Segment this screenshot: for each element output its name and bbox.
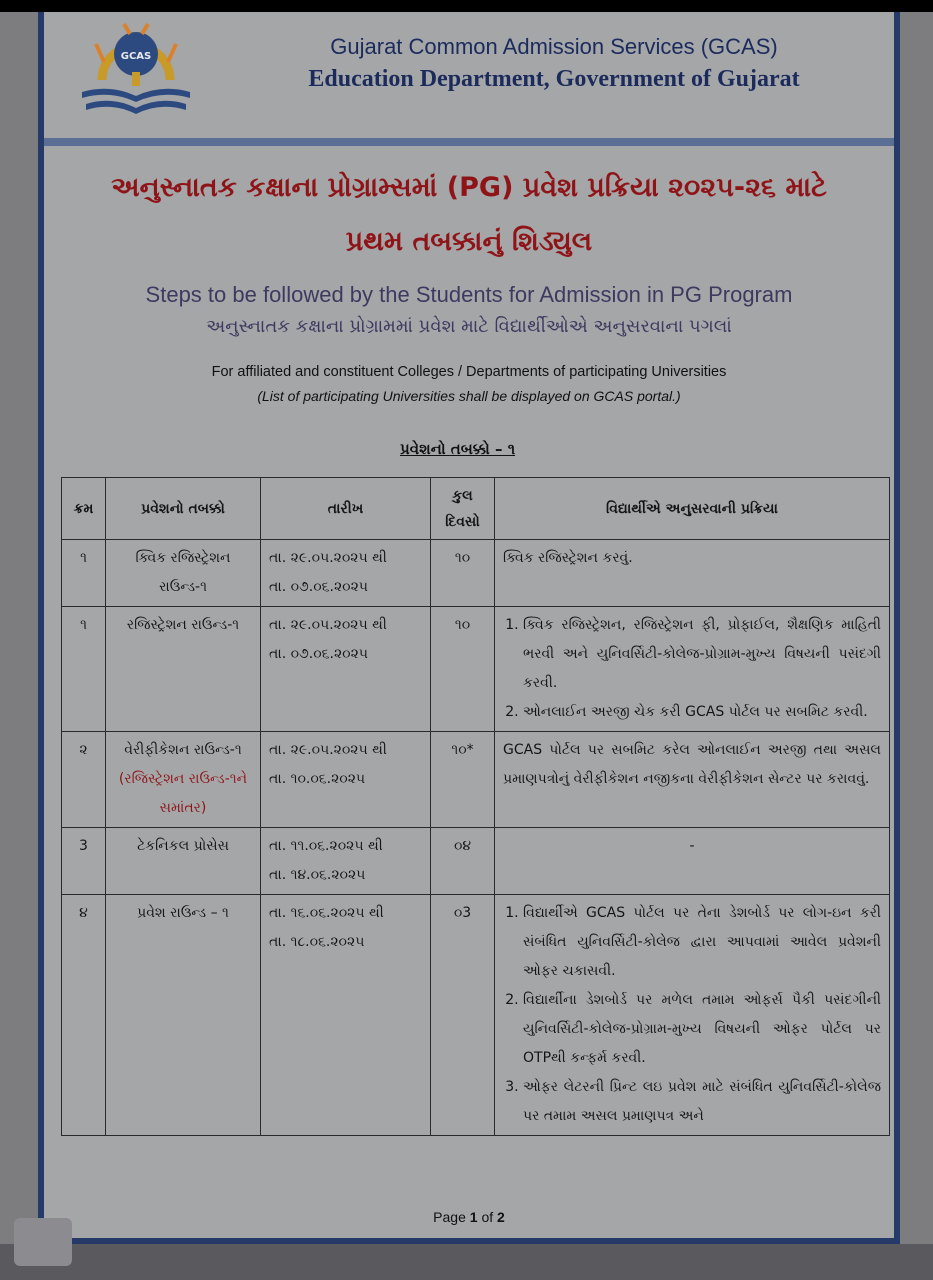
header-divider (44, 138, 894, 146)
row-process: ક્વિક રજિસ્ટ્રેશન કરવું. (495, 540, 890, 607)
header-days (431, 478, 495, 540)
portal-note: (List of participating Universities shall be displayed on GCAS portal.) (257, 388, 681, 404)
document-page (38, 12, 900, 1244)
header-sr: ક્રમ (62, 478, 106, 540)
row-phase: ક્વિક રજિસ્ટ્રેશન રાઉન્ડ-૧ (106, 540, 261, 607)
department-name: Education Department, Government of Gujarat (308, 66, 800, 92)
date-from: તા. ૨૯.૦૫.૨૦૨૫ થી (269, 550, 387, 566)
phase-heading: પ્રવેશનો તબક્કો – ૧ (400, 440, 516, 458)
process-step: 1. ક્વિક રજિસ્ટ્રેશન, રજિસ્ટ્રેશન ફી, પ્રોફાઈલ, શૈક્ષણિક માહિતી ભરવી અને યુનિવર્સિટી-કોલેજ-પ્રોગ્રામ-મુખ્ય વિષયની પસંદગી કરવી. (523, 611, 881, 698)
page-current: 1 (469, 1209, 478, 1225)
steps-heading-gujarati: અનુસ્નાતક કક્ષાના પ્રોગ્રામમાં પ્રવેશ માટે વિદ્યાર્થીઓએ અનુસરવાના પગલાં (206, 316, 732, 337)
date-from: તા. ૧૬.૦૬.૨૦૨૫ થી (269, 905, 384, 921)
letterhead (44, 12, 894, 138)
date-to: તા. ૦૭.૦૬.૨૦૨૫ (269, 579, 369, 595)
row-process: - (495, 828, 890, 895)
phase-name: વેરીફીકેશન રાઉન્ડ-૧ (124, 742, 242, 758)
row-sr: 3 (62, 828, 106, 895)
row-sr: ૨ (62, 732, 106, 828)
schedule-title-line1: અનુસ્નાતક કક્ષાના પ્રોગ્રામ્સમાં (PG) પ્રવેશ પ્રક્રિયા ૨૦૨૫-૨૬ માટે (111, 172, 827, 203)
header-date: તારીખ (261, 478, 431, 540)
row-sr: ૧ (62, 607, 106, 732)
row-date (261, 828, 431, 895)
floating-overlay-button[interactable] (14, 1218, 72, 1266)
row-process (495, 607, 890, 732)
process-list (503, 899, 881, 1131)
date-from: તા. ૨૯.૦૫.૨૦૨૫ થી (269, 742, 387, 758)
table-row (62, 540, 890, 607)
process-list (503, 611, 881, 727)
date-to: તા. ૦૭.૦૬.૨૦૨૫ (269, 646, 369, 662)
schedule-table (61, 477, 890, 1136)
row-sr: ૧ (62, 540, 106, 607)
row-date (261, 540, 431, 607)
header-days-line2: દિવસો (445, 513, 480, 530)
row-phase: રજિસ્ટ્રેશન રાઉન્ડ-૧ (106, 607, 261, 732)
date-to: તા. ૧૮.૦૬.૨૦૨૫ (269, 934, 365, 950)
header-phase: પ્રવેશનો તબક્કો (106, 478, 261, 540)
top-status-strip (0, 0, 933, 12)
schedule-title-line2: પ્રથમ તબક્કાનું શિડ્યુલ (345, 226, 593, 257)
phase-note: (રજિસ્ટ્રેશન રાઉન્ડ-૧ને સમાંતર) (118, 771, 248, 816)
row-sr: ૪ (62, 895, 106, 1136)
row-days: ૧૦ (431, 540, 495, 607)
row-days: ૧૦* (431, 732, 495, 828)
header-days-line1: કુલ (452, 487, 473, 504)
row-process: GCAS પોર્ટલ પર સબમિટ કરેલ ઓનલાઈન અરજી તથા અસલ પ્રમાણપત્રોનું વેરીફીકેશન નજીકના વેરીફીકેશન સેન્ટર પર કરાવવું. (495, 732, 890, 828)
page-footer (44, 1209, 894, 1225)
table-row (62, 895, 890, 1136)
date-to: તા. ૧૦.૦૬.૨૦૨૫ (269, 771, 366, 787)
table-row (62, 732, 890, 828)
logo-text: GCAS (120, 51, 152, 62)
row-days: ૧૦ (431, 607, 495, 732)
date-to: તા. ૧૪.૦૬.૨૦૨૫ (269, 867, 366, 883)
header-process: વિદ્યાર્થીએ અનુસરવાની પ્રક્રિયા (495, 478, 890, 540)
row-date (261, 732, 431, 828)
page-of: of (481, 1209, 494, 1225)
org-name: Gujarat Common Admission Services (GCAS) (330, 34, 778, 59)
row-date (261, 607, 431, 732)
row-phase: પ્રવેશ રાઉન્ડ – ૧ (106, 895, 261, 1136)
table-row (62, 828, 890, 895)
row-date (261, 895, 431, 1136)
row-phase (106, 732, 261, 828)
table-row (62, 607, 890, 732)
viewer-bottom-bar (0, 1244, 933, 1280)
row-days: ૦3 (431, 895, 495, 1136)
process-step: 3. ઓફર લેટરની પ્રિન્ટ લઇ પ્રવેશ માટે સંબંધિત યુનિવર્સિટી-કોલેજ પર તમામ અસલ પ્રમાણપત્ર અને (523, 1073, 881, 1131)
page-label: Page (433, 1209, 466, 1225)
page-total: 2 (497, 1209, 505, 1225)
date-from: તા. ૧૧.૦૬.૨૦૨૫ થી (269, 838, 383, 854)
row-days: ૦૪ (431, 828, 495, 895)
steps-heading-english: Steps to be followed by the Students for Admission in PG Program (145, 282, 793, 307)
row-phase: ટેકનિકલ પ્રોસેસ (106, 828, 261, 895)
process-step: 1. વિદ્યાર્થીએ GCAS પોર્ટલ પર તેના ડેશબોર્ડ પર લોગ-ઇન કરી સંબંધિત યુનિવર્સિટી-કોલેજ દ્વારા આપવામાં આવેલ પ્રવેશની ઓફર ચકાસવી. (523, 899, 881, 986)
process-step: 2. વિદ્યાર્થીના ડેશબોર્ડ પર મળેલ તમામ ઓફર્સ પૈકી પસંદગીની યુનિવર્સિટી-કોલેજ-પ્રોગ્રામ-મુખ્ય વિષયની ઓફર પોર્ટલ પર OTPથી કન્ફર્મ કરવી. (523, 986, 881, 1073)
process-step: 2. ઓનલાઈન અરજી ચેક કરી GCAS પોર્ટલ પર સબમિટ કરવી. (523, 698, 881, 727)
table-header-row (62, 478, 890, 540)
date-from: તા. ૨૯.૦૫.૨૦૨૫ થી (269, 617, 387, 633)
gcas-logo (74, 14, 198, 118)
scope-note: For affiliated and constituent Colleges / Departments of participating Universities (211, 364, 727, 380)
row-process (495, 895, 890, 1136)
